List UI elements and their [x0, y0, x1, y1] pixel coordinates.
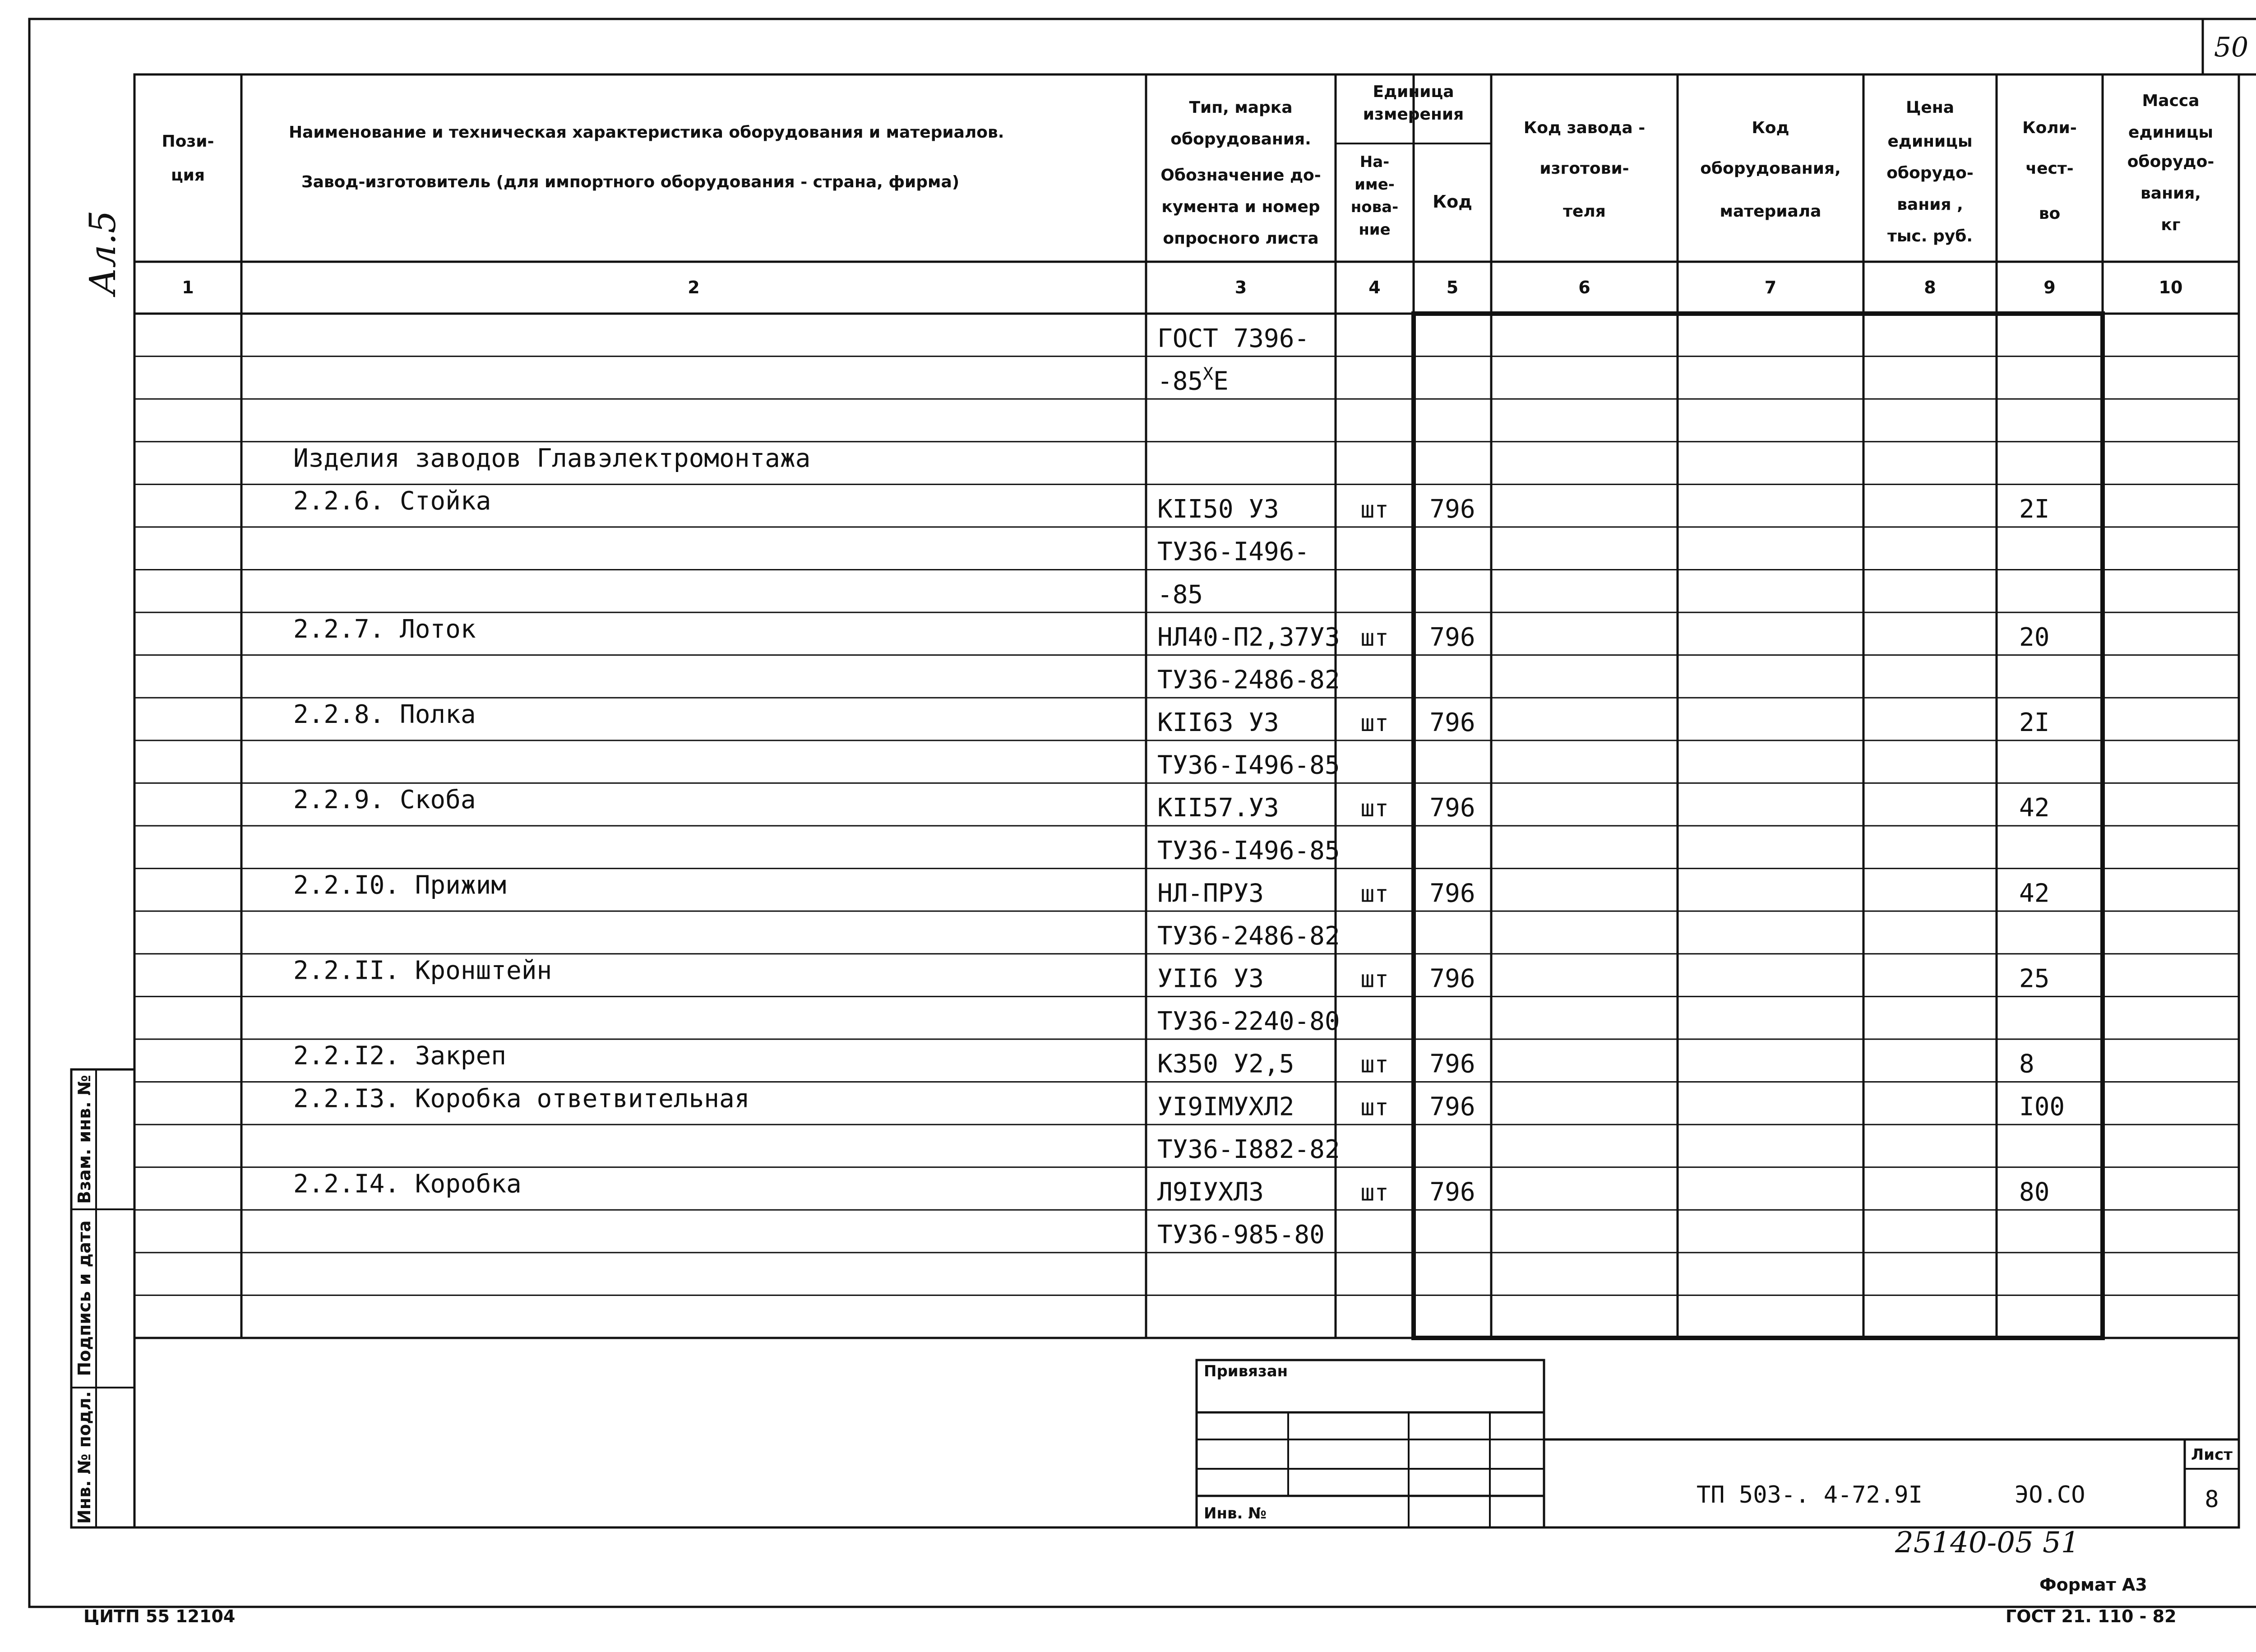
- item-unit: шт: [1360, 795, 1389, 823]
- doc-mark: ЭО.СО: [2015, 1481, 2085, 1509]
- item-code: 796: [1429, 1049, 1475, 1079]
- item-quantity: 25: [2019, 964, 2050, 994]
- item-quantity: 80: [2019, 1177, 2050, 1207]
- item-type: Л9IУХЛ3: [1157, 1177, 1264, 1207]
- item-unit: шт: [1360, 1051, 1389, 1078]
- item-name: 2.2.I0. Прижим: [293, 870, 507, 900]
- item-quantity: 42: [2019, 879, 2050, 908]
- item-type: НЛ-ПРУ3: [1157, 879, 1264, 908]
- item-unit: шт: [1360, 496, 1389, 524]
- item-code: 796: [1429, 793, 1475, 823]
- item-unit: шт: [1360, 710, 1389, 737]
- item-type: ТУ36-2240-80: [1157, 1007, 1340, 1037]
- header-col2: Завод-изготовитель (для импортного оборудования - страна, фирма): [301, 173, 960, 191]
- item-code: 796: [1429, 622, 1475, 652]
- header-col8: единицы: [1887, 132, 1973, 151]
- item-type: ТУ36-I882-82: [1157, 1134, 1340, 1164]
- item-code: 796: [1429, 1177, 1475, 1207]
- header-col10: кг: [2161, 216, 2181, 234]
- header-col3: опросного листа: [1163, 229, 1319, 248]
- column-number: 1: [182, 278, 194, 297]
- item-code: 796: [1429, 1092, 1475, 1122]
- item-name: 2.2.I3. Коробка ответвительная: [293, 1084, 750, 1114]
- header-col3: Обозначение до-: [1160, 166, 1321, 185]
- header-col8: вания ,: [1897, 195, 1963, 214]
- header-col3: кумента и номер: [1161, 198, 1320, 216]
- header-col6: изготови-: [1539, 159, 1629, 178]
- item-code: 796: [1429, 879, 1475, 908]
- item-name: Изделия заводов Главэлектромонтажа: [293, 444, 811, 473]
- item-unit: шт: [1360, 966, 1389, 993]
- item-quantity: 2I: [2019, 495, 2050, 524]
- column-number: 9: [2043, 278, 2056, 297]
- item-type: ГОСТ 7396-: [1157, 324, 1310, 353]
- header-col6: Код завода -: [1523, 119, 1646, 137]
- item-type: НЛ40-П2,37У3: [1157, 622, 1340, 652]
- header-col4: ние: [1359, 221, 1391, 239]
- header-col7: Код: [1752, 119, 1789, 137]
- privyazan-label: Привязан: [1204, 1362, 1288, 1380]
- item-quantity: 8: [2019, 1049, 2034, 1079]
- format-label: Формат А3: [2039, 1575, 2147, 1595]
- item-type: КII57.У3: [1157, 793, 1279, 823]
- inv-no-label: Инв. №: [1204, 1504, 1267, 1522]
- item-code: 796: [1429, 708, 1475, 738]
- header-col8: Цена: [1906, 98, 1954, 117]
- header-col9: Коли-: [2022, 119, 2077, 137]
- side-label-signature: Подпись и дата: [74, 1220, 94, 1376]
- item-quantity: I00: [2019, 1092, 2065, 1122]
- column-number: 10: [2159, 278, 2183, 297]
- item-code: 796: [1429, 495, 1475, 524]
- header-col7: материала: [1720, 202, 1821, 221]
- item-unit: шт: [1360, 624, 1389, 652]
- item-quantity: 42: [2019, 793, 2050, 823]
- item-name: 2.2.9. Скоба: [293, 785, 476, 815]
- item-type: $-85^ХЕ$: [1157, 364, 1229, 396]
- item-name: 2.2.6. Стойка: [293, 486, 491, 516]
- item-name: 2.2.7. Лоток: [293, 614, 476, 644]
- item-type: ТУ36-985-80: [1157, 1220, 1325, 1250]
- doc-code: ТП 503-. 4-72.9I: [1697, 1481, 1923, 1509]
- column-number: 8: [1924, 278, 1936, 297]
- column-number: 2: [688, 278, 700, 297]
- gost-label: ГОСТ 21. 110 - 82: [2006, 1606, 2177, 1626]
- item-unit: шт: [1360, 1179, 1389, 1207]
- header-col1: Пози-: [162, 132, 214, 151]
- item-unit: шт: [1360, 1094, 1389, 1121]
- item-quantity: 20: [2019, 622, 2050, 652]
- table-body: [293, 324, 2065, 1249]
- header-col6: теля: [1563, 202, 1606, 221]
- item-name: 2.2.II. Кронштейн: [293, 956, 552, 986]
- header-unit-group: Единица: [1373, 83, 1454, 101]
- column-number: 7: [1764, 278, 1777, 297]
- header-col9: чест-: [2025, 159, 2074, 178]
- header-col10: единицы: [2128, 123, 2214, 142]
- item-type: ТУ36-2486-82: [1157, 921, 1340, 951]
- header-col4: На-: [1359, 153, 1390, 171]
- item-type: ТУ36-I496-85: [1157, 836, 1340, 865]
- header-col3: Тип, марка: [1189, 98, 1293, 117]
- header-col4: нова-: [1350, 198, 1399, 216]
- item-type: КII63 У3: [1157, 708, 1279, 738]
- item-name: 2.2.I4. Коробка: [293, 1169, 522, 1199]
- item-type: УII6 У3: [1157, 964, 1264, 994]
- header-unit-group: измерения: [1363, 105, 1464, 124]
- privyazan-box: [1197, 1360, 1544, 1527]
- item-unit: шт: [1360, 880, 1389, 908]
- header-col8: тыс. руб.: [1887, 227, 1973, 245]
- title-stamp: [1197, 1360, 2239, 1527]
- header-col8: оборудо-: [1886, 164, 1974, 182]
- header-col3: оборудования.: [1170, 130, 1311, 148]
- list-label: Лист: [2191, 1446, 2233, 1464]
- item-type: УI9IМУХЛ2: [1157, 1092, 1294, 1122]
- header-col1: ция: [171, 166, 205, 185]
- side-code: Ал.5: [82, 210, 124, 295]
- side-label-inv-podl: Инв. № подл.: [74, 1391, 94, 1524]
- header-col10: Масса: [2142, 92, 2200, 110]
- table-header: [162, 83, 2214, 297]
- handwritten-number: 25140-05 51: [1895, 1526, 2080, 1559]
- side-label-vzam: Взам. инв. №: [74, 1075, 94, 1204]
- header-col2: Наименование и техническая характеристика оборудования и материалов.: [289, 123, 1004, 142]
- header-col7: оборудования,: [1700, 159, 1841, 178]
- item-name: 2.2.I2. Закреп: [293, 1041, 507, 1071]
- header-col10: оборудо-: [2127, 153, 2214, 171]
- item-code: 796: [1429, 964, 1475, 994]
- item-name: 2.2.8. Полка: [293, 700, 476, 730]
- column-number: 3: [1234, 278, 1247, 297]
- corner-page-number: 50: [2214, 32, 2249, 63]
- column-number: 5: [1446, 278, 1459, 297]
- item-type: ТУ36-I496-85: [1157, 750, 1340, 780]
- list-number: 8: [2205, 1486, 2219, 1513]
- item-quantity: 2I: [2019, 708, 2050, 738]
- item-type: -85: [1157, 580, 1203, 610]
- header-col10: вания,: [2140, 184, 2201, 203]
- header-col4: име-: [1355, 176, 1395, 194]
- item-type: ТУ36-I496-: [1157, 537, 1310, 567]
- header-col5: Код: [1433, 192, 1472, 212]
- column-number: 4: [1368, 278, 1381, 297]
- item-type: КII50 У3: [1157, 495, 1279, 524]
- side-stamp: [71, 1069, 134, 1527]
- bottom-left-code: ЦИТП 55 12104: [83, 1606, 236, 1626]
- header-col9: во: [2039, 204, 2061, 223]
- item-type: К350 У2,5: [1157, 1049, 1294, 1079]
- column-number: 6: [1578, 278, 1590, 297]
- item-type: ТУ36-2486-82: [1157, 665, 1340, 695]
